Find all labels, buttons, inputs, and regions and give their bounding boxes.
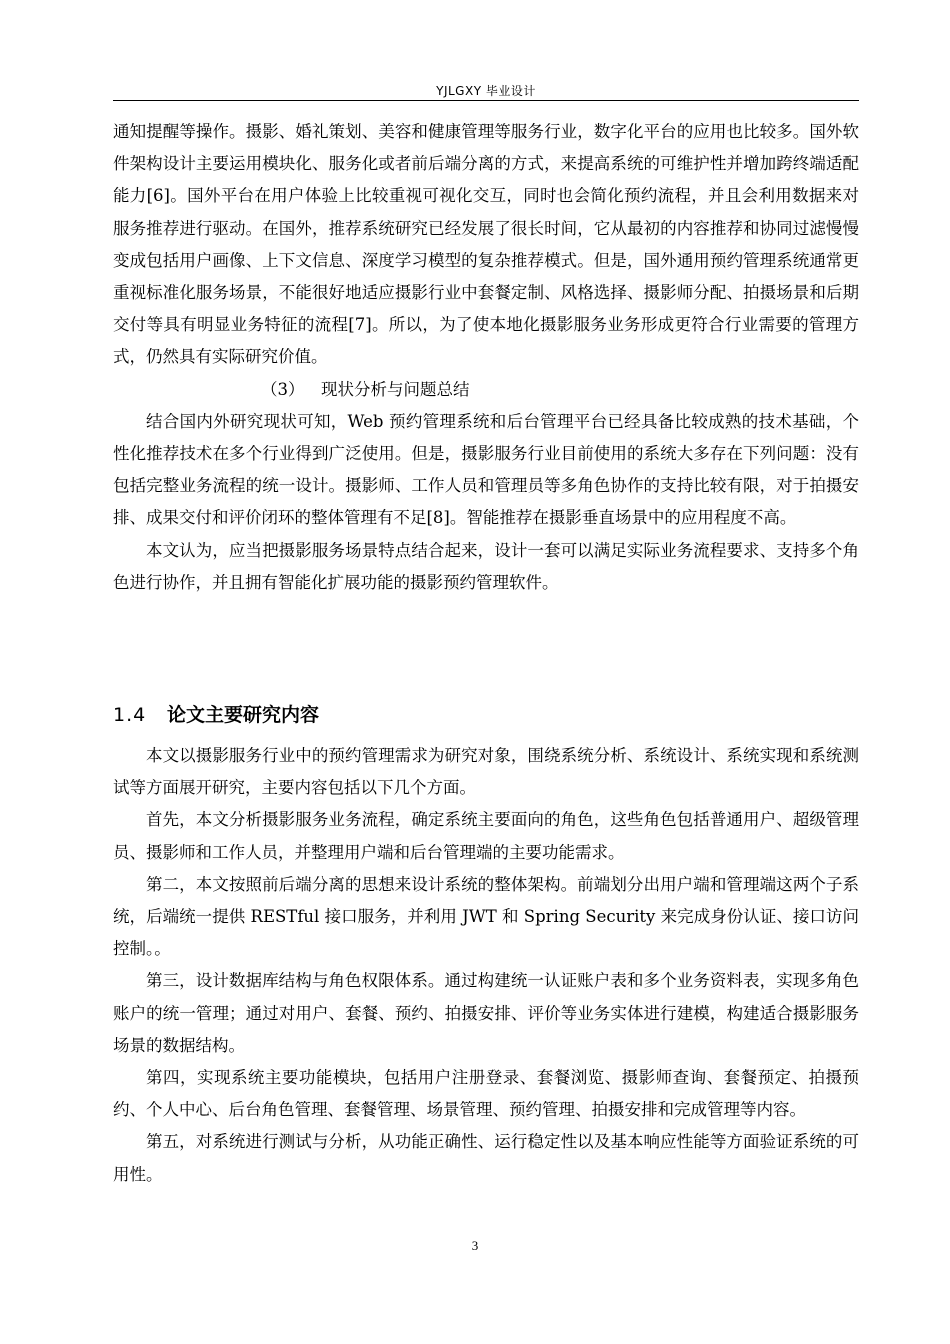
section-number: 1.4	[113, 704, 147, 726]
paragraph-first: 首先，本文分析摄影服务业务流程，确定系统主要面向的角色，这些角色包括普通用户、超级管理员、摄影师和工作人员，并整理用户端和后台管理端的主要功能需求。	[113, 810, 859, 862]
paragraph-second: 第二，本文按照前后端分离的思想来设计系统的整体架构。前端划分出用户端和管理端这两个子系统，后端统一提供 RESTful 接口服务，并利用 JWT 和 Spring Security 来完成身份认证、接口访问控制。。	[113, 874, 859, 959]
paragraph-intro: 本文以摄影服务行业中的预约管理需求为研究对象，围绕系统分析、系统设计、系统实现和系统测试等方面展开研究，主要内容包括以下几个方面。	[113, 746, 859, 798]
section-title: 论文主要研究内容	[167, 704, 320, 726]
paragraph-fourth: 第四，实现系统主要功能模块，包括用户注册登录、套餐浏览、摄影师查询、套餐预定、拍摄预约、个人中心、后台角色管理、套餐管理、场景管理、预约管理、拍摄安排和完成管理等内容。	[113, 1068, 859, 1120]
page-number: 3	[471, 1238, 479, 1253]
body-block-top	[113, 116, 859, 599]
paragraph-fifth: 第五，对系统进行测试与分析，从功能正确性、运行稳定性以及基本响应性能等方面验证系统的可用性。	[113, 1132, 859, 1184]
paragraph-status-2: 本文认为，应当把摄影服务场景特点结合起来，设计一套可以满足实际业务流程要求、支持多个角色进行协作，并且拥有智能化扩展功能的摄影预约管理软件。	[113, 540, 859, 592]
running-header: YJLGXY 毕业设计	[436, 84, 536, 98]
paragraph-continuation: 通知提醒等操作。摄影、婚礼策划、美容和健康管理等服务行业，数字化平台的应用也比较多。国外软件架构设计主要运用模块化、服务化或者前后端分离的方式，来提高系统的可维护性并增加跨终端适配能力[6]。国外平台在用户体验上比较重视可视化交互，同时也会简化预约流程，并且会利用数据来对服务推荐进行驱动。在国外，推荐系统研究已经发展了很长时间，它从最初的内容推荐和协同过滤慢慢变成包括用户画像、上下文信息、深度学习模型的复杂推荐模式。但是，国外通用预约管理系统通常更重视标准化服务场景，不能很好地适应摄影行业中套餐定制、风格选择、摄影师分配、拍摄场景和后期交付等具有明显业务特征的流程[7]。所以，为了使本地化摄影服务业务形成更符合行业需要的管理方式，仍然具有实际研究价值。	[113, 122, 859, 367]
subsection-number: （3）	[261, 379, 305, 399]
paragraph-third: 第三，设计数据库结构与角色权限体系。通过构建统一认证账户表和多个业务资料表，实现多角色账户的统一管理；通过对用户、套餐、预约、拍摄安排、评价等业务实体进行建模，构建适合摄影服务场景的数据结构。	[113, 971, 859, 1055]
header-rule	[113, 100, 859, 101]
subsection-title: 现状分析与问题总结	[321, 379, 470, 399]
section-heading	[113, 700, 319, 727]
body-block-research	[113, 740, 859, 1191]
subsection-heading	[113, 374, 859, 406]
paragraph-status-1: 结合国内外研究现状可知，Web 预约管理系统和后台管理平台已经具备比较成熟的技术基础，个性化推荐技术在多个行业得到广泛使用。但是，摄影服务行业目前使用的系统大多存在下列问题：没有包括完整业务流程的统一设计。摄影师、工作人员和管理员等多角色协作的支持比较有限，对于拍摄安排、成果交付和评价闭环的整体管理有不足[8]。智能推荐在摄影垂直场景中的应用程度不高。	[113, 411, 859, 528]
